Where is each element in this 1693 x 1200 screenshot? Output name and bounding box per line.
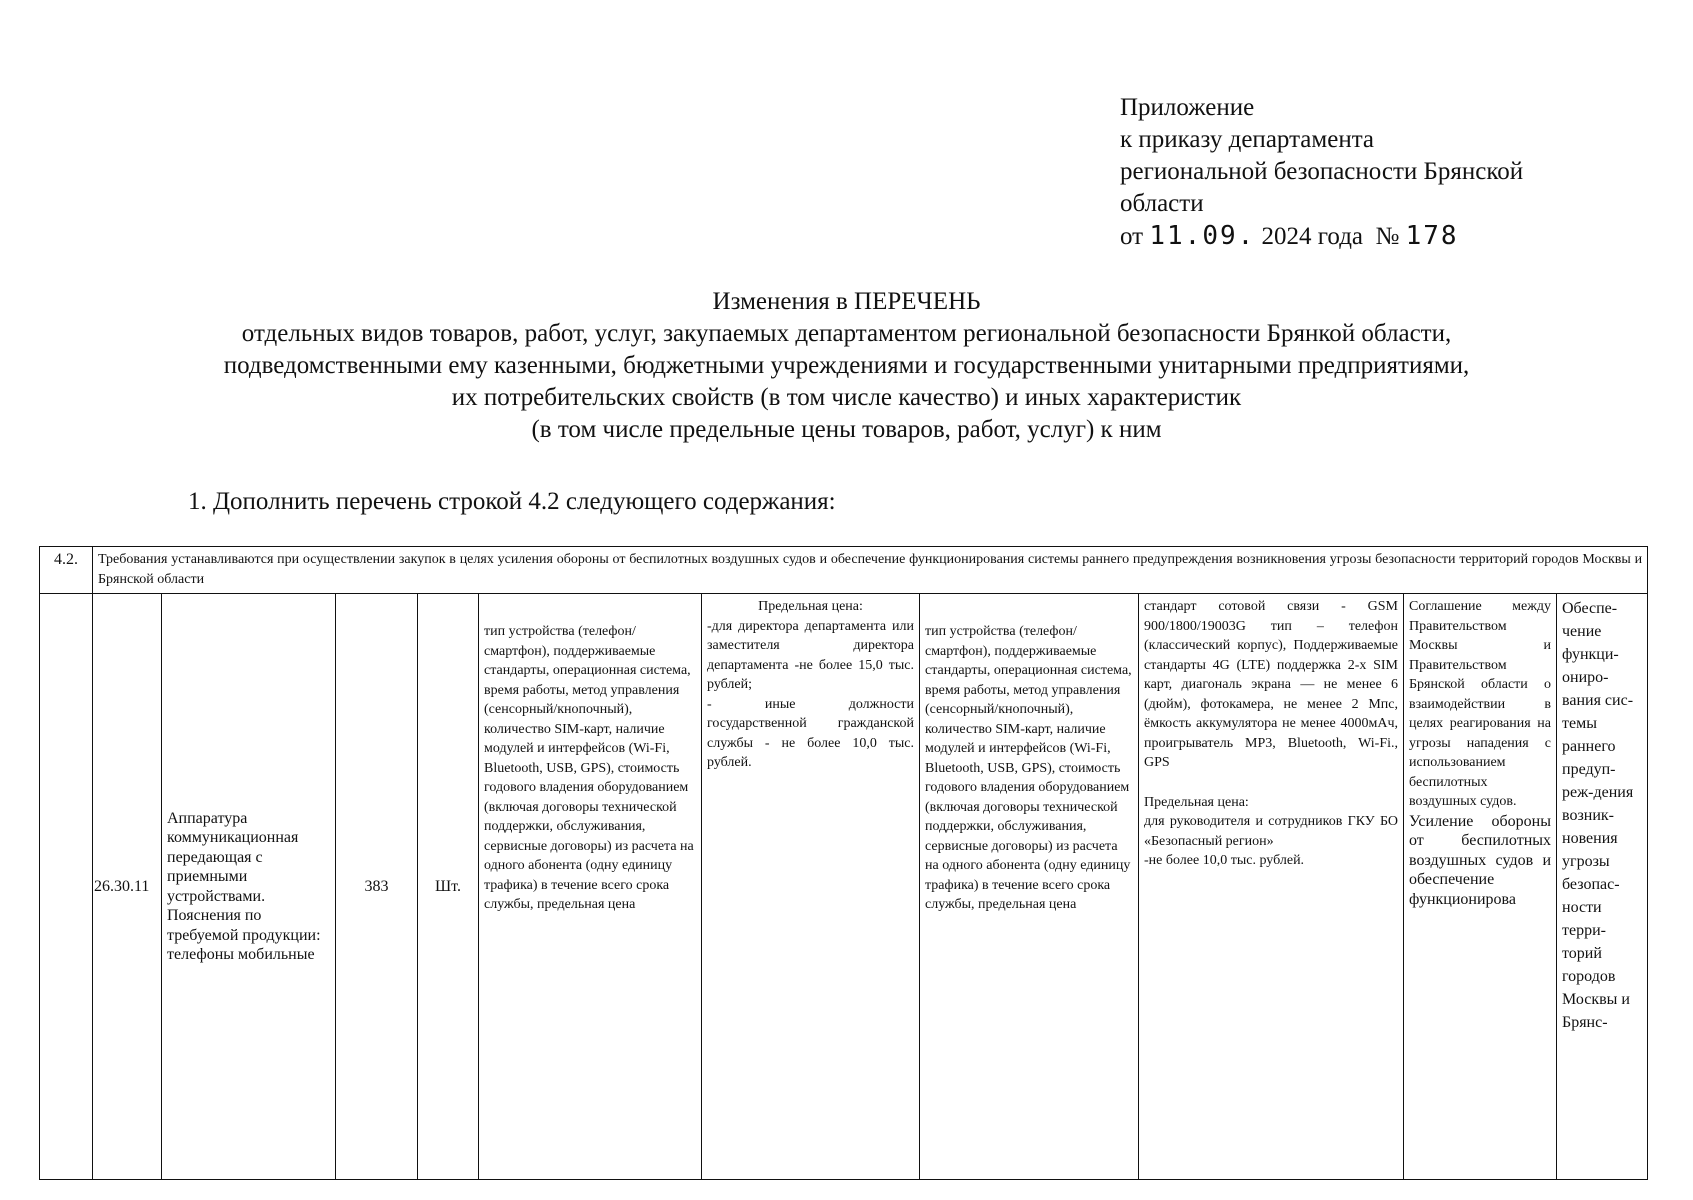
title-line: (в том числе предельные цены товаров, работ, услуг) к ним bbox=[531, 416, 1162, 443]
title-line: подведомственными ему казенными, бюджетными учреждениями и государственными унитарными предприятиями, bbox=[223, 352, 1470, 379]
price-cell bbox=[702, 594, 920, 1180]
empty-cell bbox=[40, 594, 93, 1180]
appendix-date-line bbox=[1120, 220, 1523, 253]
title-line: отдельных видов товаров, работ, услуг, закупаемых департаментом региональной безопасности Брянкой области, bbox=[241, 320, 1452, 347]
list-table bbox=[39, 546, 1648, 1180]
table-row bbox=[40, 594, 1648, 1180]
row-number: 4.2. bbox=[40, 547, 93, 594]
appendix-line: области bbox=[1120, 190, 1204, 217]
document-title bbox=[0, 286, 1693, 446]
basis-cell bbox=[1404, 594, 1557, 1180]
requirement-text: Требования устанавливаются при осуществлении закупок в целях усиления обороны от беспилотных воздушных судов и обеспечение функционирования системы раннего предупреждения возникновения угрозы безопасности территорий городов Москвы и Брянской области bbox=[93, 547, 1648, 594]
properties-cell: тип устройства (телефон/смартфон), поддерживаемые стандарты, операционная система, время работы, метод управления (сенсорный/кнопочный), количество SIM-карт, наличие модулей и интерфейсов (Wi-Fi, Bluetooth, USB, GPS), стоимость годового владения оборудованием (включая договоры технической поддержки, обслуживания, сервисные договоры) из расчета на одного абонента (одну единицу трафика) в течение всего срока службы, предельная цена bbox=[479, 594, 702, 1180]
spec-price-limit: -не более 10,0 тыс. рублей. bbox=[1144, 853, 1305, 868]
spec-price-text: для руководителя и сотрудников ГКУ БО «Безопасный регион» bbox=[1144, 814, 1398, 849]
unit-name: Шт. bbox=[418, 594, 479, 1180]
okpd2-code: 26.30.11 bbox=[93, 594, 162, 1180]
title-line: Изменения в ПЕРЕЧЕНЬ bbox=[712, 288, 981, 315]
date-suffix: 2024 года bbox=[1261, 223, 1364, 250]
basis-text: Усиление обороны от беспилотных воздушных судов и обеспечение функционирова bbox=[1409, 812, 1551, 908]
appendix-line: к приказу департамента bbox=[1120, 126, 1375, 153]
instruction-item-1: 1. Дополнить перечень строкой 4.2 следующего содержания: bbox=[188, 488, 836, 515]
handwritten-date: 11.09. bbox=[1149, 221, 1256, 251]
purpose-cell: Обеспе-чение функци-ониро-вания сис-темы раннего предуп-реж-дения возник-новения угрозы безопас-ности терри-торий городов Москвы и Брянс- bbox=[1557, 594, 1648, 1180]
price-item: -для директора департамента или заместителя директора департамента -не более 15,0 тыс. рублей; bbox=[707, 618, 914, 692]
properties-cell: тип устройства (телефон/смартфон), поддерживаемые стандарты, операционная система, время работы, метод управления (сенсорный/кнопочный), количество SIM-карт, наличие модулей и интерфейсов (Wi-Fi, Bluetooth, USB, GPS), стоимость годового владения оборудованием (включая договоры технической поддержки, обслуживания, сервисные договоры) из расчета на одного абонента (одну единицу трафика) в течение всего срока службы, предельная цена bbox=[920, 594, 1139, 1180]
number-sign: № bbox=[1375, 223, 1400, 250]
handwritten-number: 178 bbox=[1405, 221, 1459, 251]
spec-text: стандарт сотовой связи - GSM 900/1800/19003G тип – телефон (классический корпус), Поддерживаемые стандарты 4G (LTE) поддержка 2-х SIM карт, диагональ экрана — не менее 6 (дюйм), фотокамера, не менее 2 Мпс, ёмкость аккумулятора не менее 4000мАч, проигрыватель MP3, Bluetooth, Wi-Fi., GPS bbox=[1144, 599, 1398, 770]
product-name: Аппаратура коммуникационная передающая с приемными устройствами. Пояснения по требуемой продукции: телефоны мобильные bbox=[162, 594, 336, 1180]
okei-code: 383 bbox=[336, 594, 418, 1180]
title-line: их потребительских свойств (в том числе качество) и иных характеристик bbox=[451, 384, 1242, 411]
date-prefix: от bbox=[1120, 223, 1144, 250]
appendix-line: региональной безопасности Брянской bbox=[1120, 158, 1524, 185]
spec-cell bbox=[1139, 594, 1404, 1180]
table-row bbox=[40, 547, 1648, 594]
price-heading: Предельная цена: bbox=[758, 599, 863, 614]
spec-price-heading: Предельная цена: bbox=[1144, 794, 1249, 810]
appendix-block bbox=[1120, 92, 1523, 253]
basis-text: Соглашение между Правительством Москвы и Правительством Брянской области о взаимодействии в целях реагирования на угрозы нападения с использованием беспилотных воздушных судов. bbox=[1409, 599, 1551, 809]
appendix-line: Приложение bbox=[1120, 94, 1255, 121]
price-item: - иные должности государственной гражданской службы - не более 10,0 тыс. рублей. bbox=[707, 696, 914, 770]
